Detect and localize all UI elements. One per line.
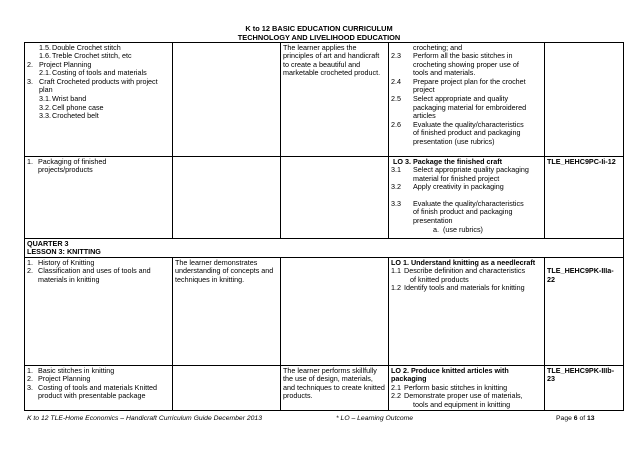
content-standard-cell: The learner demonstrates understanding of concepts and techniques in knitting. xyxy=(173,258,281,366)
code-cell: TLE_HEHC9PK-IIIb-23 xyxy=(545,366,624,411)
table-row xyxy=(25,366,624,411)
competencies-cell: crocheting; and 2.3 Perform all the basic stitches in crocheting showing proper use of tools and materials. 2.4 Prepare project plan for the crochet project 2.5 Select appropriate and quality packaging material for embroidered articles 2.6 Evaluate the quality/characteristics of finished product and packaging presentation (use rubrics) xyxy=(389,43,545,157)
table-row xyxy=(25,157,624,239)
subject-title: TECHNOLOGY AND LIVELIHOOD EDUCATION xyxy=(237,33,401,42)
page-number: Page 6 of 13 xyxy=(556,415,595,422)
table-row xyxy=(25,43,624,157)
competencies-cell: LO 2. Produce knitted articles with packaging 2.1 Perform basic stitches in knitting 2.2 Demonstrate proper use of materials, tools and equipment in knitting xyxy=(389,366,545,411)
content-standard-cell xyxy=(173,43,281,157)
footer-title: K to 12 TLE-Home Economics – Handicraft Curriculum Guide December 2013 xyxy=(27,415,262,422)
learning-outcome: LO 3. Package the finished craft xyxy=(393,156,503,166)
quarter-row xyxy=(25,239,624,258)
content-standard-cell xyxy=(173,366,281,411)
learning-outcome: LO 2. Produce knitted articles with packaging xyxy=(391,365,509,384)
competencies-cell: LO 1. Understand knitting as a needlecraft 1.1 Describe definition and characteristics of knitted products 1.2 Identify tools and materials for knitting xyxy=(389,258,545,366)
table-row xyxy=(25,258,624,366)
performance-standard-cell: The learner applies the principles of art and handicraft to create a beautiful and marketable crocheted product. xyxy=(281,43,389,157)
performance-standard-cell xyxy=(281,258,389,366)
performance-standard-cell: The learner performs skillfully the use of design, materials, and techniques to create knitted products. xyxy=(281,366,389,411)
quarter-cell: QUARTER 3 LESSON 3: KNITTING xyxy=(25,239,624,258)
content-cell: 1. Basic stitches in knitting 2. Project Planning 3. Costing of tools and materials Knitted product with presentable package xyxy=(25,366,173,411)
competencies-cell: LO 3. Package the finished craft 3.1 Select appropriate quality packaging material for finished project 3.2 Apply creativity in packaging 3.3 Evaluate the quality/characteristics of finish product and packaging presentation a. (use rubrics) xyxy=(389,157,545,239)
footer-note: * LO – Learning Outcome xyxy=(336,415,414,422)
content-standard-cell xyxy=(173,157,281,239)
content-cell: 1. Packaging of finished projects/products xyxy=(25,157,173,239)
content-cell: 1. History of Knitting 2. Classification and uses of tools and materials in knitting xyxy=(25,258,173,366)
learning-outcome: LO 1. Understand knitting as a needlecraft xyxy=(391,257,536,267)
content-cell: 1.5. Double Crochet stitch 1.6. Treble Crochet stitch, etc 2. Project Planning 2.1. Costing of tools and materials 3. Craft Crocheted products with project plan 3.1. Wrist band 3.2. Cell phone case 3.3. Crocheted belt xyxy=(25,43,173,157)
code-cell: TLE_HEHC9PC-Ii-12 xyxy=(545,157,624,239)
curriculum-table xyxy=(24,42,624,411)
performance-standard-cell xyxy=(281,157,389,239)
curriculum-title: K to 12 BASIC EDUCATION CURRICULUM xyxy=(245,24,393,33)
code-cell: TLE_HEHC9PK-IIIa-22 xyxy=(545,258,624,366)
code-cell xyxy=(545,43,624,157)
